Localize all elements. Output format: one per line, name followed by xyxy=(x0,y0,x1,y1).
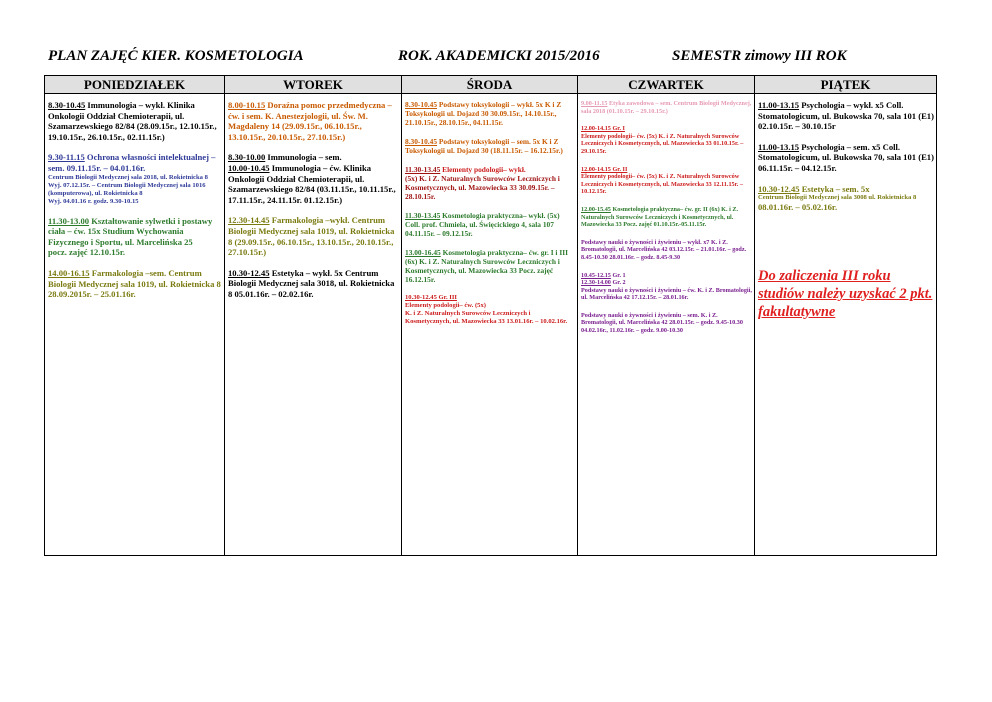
class-room: Centrum Biologii Medycznej sala 3008 ul. Rokietnicka 8 xyxy=(758,194,917,202)
day-header-monday: PONIEDZIAŁEK xyxy=(45,76,225,94)
credits-note: Do zaliczenia III roku studiów należy uzyskać 2 pkt. fakultatywne xyxy=(758,267,933,320)
tuesday-cell xyxy=(225,94,402,556)
day-header-friday: PIĄTEK xyxy=(755,76,937,94)
class-entry xyxy=(581,312,752,335)
class-group: Gr. 2 xyxy=(610,279,626,287)
class-entry xyxy=(405,294,575,326)
class-time: 11.00-13.15 xyxy=(758,141,800,152)
class-time: 11.30-13.00 xyxy=(48,215,90,226)
class-details: Farmakologia –sem. Centrum Biologii Medycznej sala 1019, ul. Rokietnicka 8 28.09.2015r. – 25.01.16r. xyxy=(48,267,221,300)
class-details: Immunologia – sem. xyxy=(265,152,342,163)
day-header-row xyxy=(45,76,937,94)
class-title: Elementy podologii– wykł. xyxy=(440,165,526,174)
plan-title: PLAN ZAJĘĆ KIER. KOSMETOLOGIA xyxy=(48,48,304,64)
semester-label: SEMESTR zimowy III ROK xyxy=(672,48,847,64)
class-entry xyxy=(228,100,399,142)
class-time: 10.30-12.45 xyxy=(758,183,800,194)
class-entry xyxy=(405,165,575,201)
thursday-cell xyxy=(578,94,755,556)
class-details: Kosmetologia praktyczna– ćw. gr. I i III (6x) K. i Z. Naturalnych Surowców Leczniczych i Kosmetycznych, ul. Mazowiecka 33 Pocz. zajęć 16.12.15r. xyxy=(405,248,568,284)
class-group: Gr. 1 xyxy=(610,271,626,279)
class-details: Estetyka – sem. 5x xyxy=(799,183,870,194)
class-details: Etyka zawodowa – sem. Centrum Biologii Medycznej, sala 2018 (01.10.15r. – 29.10.15r.) xyxy=(581,100,752,115)
class-details: Kształtowanie sylwetki i postawy ciała – ćw. 15x Studium Wychowania Fizycznego i Sportu, ul. Marcelińska 25 xyxy=(48,215,213,247)
class-room: Centrum Biologii Medycznej sala 2018, ul. Rokietnicka 8 xyxy=(48,173,208,181)
class-time: 8.30-10.45 xyxy=(405,100,438,109)
class-time: 12.30-14.00 xyxy=(581,279,611,287)
class-details: (5x) K. i Z. Naturalnych Surowców Leczniczych i Kosmetycznych, ul. Mazowiecka 33 30.09.15r. – 28.10.15r. xyxy=(405,174,560,201)
class-note: Wyj. 04.01.16 r. godz. 9.30-10.15 xyxy=(48,197,139,205)
class-time: 10.00-10.45 xyxy=(228,162,270,173)
day-header-tuesday: WTOREK xyxy=(225,76,402,94)
class-entry xyxy=(581,272,752,302)
class-details: Elementy podologii– ćw. (5x) K. i Z. Naturalnych Surowców Leczniczych i Kosmetycznych, ul. Mazowiecka 33 01.10.15r. – 29.10.15r. xyxy=(581,132,744,155)
class-details: Podstawy nauki o żywności i żywieniu – sem. K. i Z. Bromatologii, ul. Marcelińska 42 28.01.15r. – godz. 9.45-10.30 04.02.16r., 11.02.16r. – godz. 9.00-10.30 xyxy=(581,311,743,335)
class-time: 12.00-14.15 Gr. I xyxy=(581,125,625,133)
class-time: 14.00-16.15 xyxy=(48,267,90,278)
class-time: 12.00-14.15 Gr. II xyxy=(581,165,628,173)
class-entry xyxy=(48,152,222,205)
class-entry xyxy=(581,100,752,115)
class-entry xyxy=(405,100,575,127)
class-time: 10.30-12.45 xyxy=(228,267,270,278)
class-entry xyxy=(228,152,399,205)
class-time: 10.45-12.15 xyxy=(581,271,611,279)
class-entry xyxy=(581,166,752,196)
monday-cell xyxy=(45,94,225,556)
class-entry xyxy=(758,142,934,174)
day-header-wednesday: ŚRODA xyxy=(402,76,578,94)
class-details: Elementy podologii– ćw. (5x) K. i Z. Naturalnych Surowców Leczniczych i Kosmetycznych, ul. Mazowiecka 33 12.11.15r. – 10.12.15r. xyxy=(581,173,743,196)
class-time: 9.00-11.15 xyxy=(581,100,608,107)
class-details: Immunologia – ćw. Klinika Onkologii Oddział Chemioterapii, ul. Szamarzewskiego 82/84 (03.11.15r., 10.11.15r., 17.11.15r., 24.11.15r. 01.12.15r.) xyxy=(228,162,396,205)
class-room: K. i Z. Naturalnych Surowców Leczniczych i Kosmetycznych, ul. Mazowiecka 33 13.01.16r. – 10.02.16r. xyxy=(405,310,568,325)
class-details: Estetyka – wykł. 5x Centrum Biologii Medycznej sala 3018, ul. Rokietnicka 8 05.01.16r. – 02.02.16r. xyxy=(228,267,395,299)
class-entry xyxy=(405,248,575,284)
class-note: pocz. zajęć 12.10.15r. xyxy=(48,247,126,258)
class-entry xyxy=(228,215,399,257)
class-time: 11.30-13.45 xyxy=(405,165,441,174)
class-entry xyxy=(48,100,222,142)
class-time: 9.30-11.15 xyxy=(48,152,85,163)
class-details: Ochrona własności intelektualnej – sem. 09.11.15r. – 04.01.16r. xyxy=(48,152,216,173)
class-time: 13.00-16.45 xyxy=(405,248,441,257)
class-entry xyxy=(758,184,934,213)
class-time: 8.30-10.45 xyxy=(405,137,438,146)
schedule-row xyxy=(45,94,937,556)
class-entry xyxy=(228,268,399,300)
class-time: 11.30-13.45 xyxy=(405,211,441,220)
class-details: Kosmetologia praktyczna– ćw. gr. II (6x) K. i Z. Naturalnych Surowców Leczniczych i Kosmetycznych, ul. Mazowiecka 33 Pocz. zajęć 01.10.15r.-05.11.15r. xyxy=(581,205,739,229)
class-details: Psychologia – sem. x5 Coll. Stomatologicum, ul. Bukowska 70, sala 101 (E1) 06.11.15r. – 04.12.15r. xyxy=(758,141,934,173)
class-entry xyxy=(581,239,752,262)
day-header-thursday: CZWARTEK xyxy=(578,76,755,94)
class-entry xyxy=(405,211,575,238)
academic-year: ROK. AKADEMICKI 2015/2016 xyxy=(398,48,600,64)
class-note: Wyj. 07.12.15r. – Centrum Biologii Medycznej sala 1016 (komputerowa), ul. Rokietnicka 8 xyxy=(48,181,206,197)
class-details: Podstawy toksykologii – sem. 5x K i Z Toksykologii ul. Dojazd 30 (18.11.15r. – 16.12.15r.) xyxy=(405,137,563,155)
class-details: Immunologia – wykł. Klinika Onkologii Oddział Chemioterapii, ul. Szamarzewskiego 82/84 (28.09.15r., 12.10.15r., 19.10.15r., 26.10.15r., 02.11.15r.) xyxy=(48,100,217,142)
class-details: Podstawy toksykologii – wykł. 5x K i Z Toksykologii ul. Dojazd 30 30.09.15r., 14.10.15r., 21.10.15r., 28.10.15r., 04.11.15r. xyxy=(405,100,562,127)
schedule-table xyxy=(44,75,937,556)
class-details: Podstawy nauki o żywności i żywieniu – ćw. K. i Z. Bromatologii, ul. Marcelińska 42 17.12.15r. – 28.01.16r. xyxy=(581,286,752,302)
class-time: 8.00-10.15 xyxy=(228,100,266,110)
class-time: 12.30-14.45 xyxy=(228,215,270,226)
class-time: 8.30-10.45 xyxy=(48,100,86,110)
class-details: Kosmetologia praktyczna– wykł. (5x) Coll. prof. Chmiela, ul. Święcickiego 4, sala 107 04.11.15r. – 09.12.15r. xyxy=(405,211,560,238)
class-details: Elementy podologii– ćw. (5x) xyxy=(405,302,486,309)
class-time: 12.00-15.45 xyxy=(581,205,611,213)
class-entry xyxy=(48,216,222,258)
class-time: 8.30-10.00 xyxy=(228,152,266,163)
class-entry xyxy=(581,125,752,155)
class-details: Doraźna pomoc przedmedyczna – ćw. i sem. K. Anestezjologii, ul. Św. M. Magdaleny 14 (29.09.15r., 06.10.15r., 13.10.15r., 20.10.15r., 27.10.15r.) xyxy=(228,100,392,142)
class-details: Psychologia – wykł. x5 Coll. Stomatologicum, ul. Bukowska 70, sala 101 (E1) 02.10.15r. – 30.10.15r xyxy=(758,100,934,132)
class-details: Farmakologia –wykł. Centrum Biologii Medycznej sala 1019, ul. Rokietnicka 8 (29.09.15r., 06.10.15r., 13.10.15r., 20.10.15r., 27.10.15r.) xyxy=(228,215,395,258)
class-entry xyxy=(48,268,222,300)
class-time: 11.00-13.15 xyxy=(758,100,800,110)
class-entry xyxy=(581,206,752,229)
class-entry xyxy=(405,137,575,155)
class-time: 10.30-12.45 Gr. III xyxy=(405,294,457,301)
class-dates: 08.01.16r. – 05.02.16r. xyxy=(758,202,838,213)
wednesday-cell xyxy=(402,94,578,556)
class-entry xyxy=(758,100,934,132)
friday-cell xyxy=(755,94,937,556)
class-details: Podstawy nauki o żywności i żywieniu – wykł. x7 K. i Z. Bromatologii, ul. Marcelińska 42 03.12.15r. – 21.01.16r. – godz. 8.45-10.30 28.01.16r. – godz. 8.45-9.30 xyxy=(581,238,747,261)
